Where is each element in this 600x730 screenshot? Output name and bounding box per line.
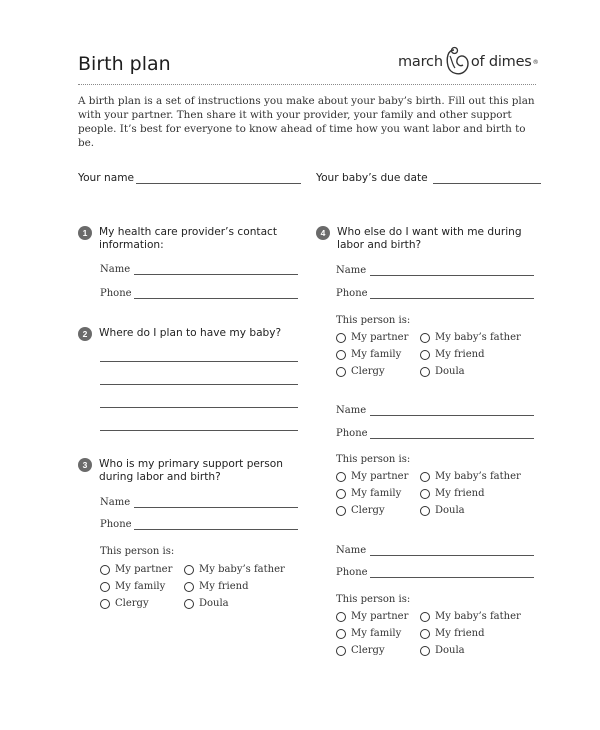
option-my-partner[interactable] [100,564,172,575]
option-babys-father[interactable] [184,564,285,575]
person-a-name-field [336,265,534,276]
radio-button[interactable] [420,333,430,343]
birth-location-line-4[interactable] [100,430,298,431]
option-label: My friend [435,628,485,639]
person-b-phone-input-line[interactable] [370,430,534,439]
this-person-is-label: This person is: [336,594,411,605]
birth-location-line-2[interactable] [100,384,298,385]
registered-mark: ® [532,58,539,66]
person-c-phone-input-line[interactable] [370,569,534,578]
radio-button[interactable] [184,565,194,575]
radio-button[interactable] [100,599,110,609]
person-b-name-field [336,405,534,416]
this-person-is-label: This person is: [100,546,175,557]
option-label: My partner [351,611,409,622]
radio-button[interactable] [100,582,110,592]
phone-label: Phone [336,567,368,578]
option-my-family[interactable] [336,628,401,639]
option-clergy[interactable] [336,366,385,377]
option-doula[interactable] [184,598,229,609]
support-name-field [100,497,298,508]
option-my-partner[interactable] [336,611,408,622]
question-2 [78,327,308,341]
option-doula[interactable] [420,366,465,377]
option-label: My partner [351,332,409,343]
question-3 [78,458,308,484]
option-label: My partner [115,564,173,575]
name-label: Name [336,405,367,416]
radio-button[interactable] [336,612,346,622]
person-c-name-field [336,545,534,556]
option-label: Doula [435,645,465,656]
march-of-dimes-logo [398,46,538,78]
due-date-field [316,172,541,184]
question-number-badge: 2 [78,327,92,341]
support-phone-input-line[interactable] [134,521,298,530]
option-label: My baby’s father [435,611,521,622]
radio-button[interactable] [100,565,110,575]
provider-name-field [100,264,298,275]
radio-button[interactable] [336,350,346,360]
option-label: Doula [435,505,465,516]
option-babys-father[interactable] [420,471,521,482]
logo-text-march: march [398,54,443,70]
name-label: Name [336,265,367,276]
header-divider [78,84,536,85]
logo-text-of-dimes: of dimes [470,54,532,70]
radio-button[interactable] [420,472,430,482]
your-name-input-line[interactable] [136,175,301,184]
your-name-label: Your name [78,172,135,184]
phone-label: Phone [336,288,368,299]
option-label: My family [351,488,402,499]
option-label: My family [351,349,402,360]
radio-button[interactable] [336,472,346,482]
option-label: Clergy [351,505,385,516]
person-a-phone-field [336,288,534,299]
intro-paragraph: A birth plan is a set of instructions you make about your baby’s birth. Fill out this plan with your partner. Then share it with your provider, your family and other support people. It’s best for everyone to know ahead of time how you want labor and birth to be. [78,95,535,149]
option-my-family[interactable] [100,581,165,592]
phone-label: Phone [100,519,132,530]
due-date-input-line[interactable] [433,175,541,184]
radio-button[interactable] [336,629,346,639]
option-clergy[interactable] [336,505,385,516]
question-text: Where do I plan to have my baby? [99,327,282,339]
birth-location-line-3[interactable] [100,407,298,408]
question-text: Who else do I want with me during labor and birth? [337,226,522,251]
radio-button[interactable] [336,367,346,377]
option-label: My baby’s father [199,564,285,575]
name-label: Name [100,497,131,508]
option-label: Clergy [351,366,385,377]
question-number-badge: 3 [78,458,92,472]
person-b-phone-field [336,428,534,439]
provider-phone-input-line[interactable] [134,290,298,299]
option-babys-father[interactable] [420,611,521,622]
option-clergy[interactable] [336,645,385,656]
option-label: My friend [435,349,485,360]
option-label: My partner [351,471,409,482]
this-person-is-label: This person is: [336,454,411,465]
option-label: My family [115,581,166,592]
radio-button[interactable] [184,582,194,592]
page-title: Birth plan [78,53,171,75]
option-my-partner[interactable] [336,471,408,482]
option-my-family[interactable] [336,349,401,360]
radio-button[interactable] [420,489,430,499]
option-my-family[interactable] [336,488,401,499]
option-label: My family [351,628,402,639]
option-doula[interactable] [420,645,465,656]
person-c-phone-field [336,567,534,578]
question-4 [316,226,541,252]
option-my-friend[interactable] [420,349,485,360]
radio-button[interactable] [184,599,194,609]
person-a-name-input-line[interactable] [370,267,534,276]
option-label: Doula [199,598,229,609]
person-b-name-input-line[interactable] [370,407,534,416]
option-label: My friend [199,581,249,592]
name-label: Name [336,545,367,556]
radio-button[interactable] [420,350,430,360]
option-my-partner[interactable] [336,332,408,343]
person-a-phone-input-line[interactable] [370,290,534,299]
phone-label: Phone [100,288,132,299]
option-babys-father[interactable] [420,332,521,343]
option-my-friend[interactable] [420,628,485,639]
question-1 [78,226,308,252]
radio-button[interactable] [420,367,430,377]
question-number-badge: 4 [316,226,330,240]
question-text: Who is my primary support person during labor and birth? [99,458,284,483]
option-label: Clergy [115,598,149,609]
phone-label: Phone [336,428,368,439]
radio-button[interactable] [420,646,430,656]
option-my-friend[interactable] [420,488,485,499]
radio-button[interactable] [420,506,430,516]
question-number-badge: 1 [78,226,92,240]
radio-button[interactable] [336,646,346,656]
support-name-input-line[interactable] [134,499,298,508]
radio-button[interactable] [336,506,346,516]
question-text: My health care provider’s contact information: [99,226,278,251]
option-label: Doula [435,366,465,377]
option-label: My friend [435,488,485,499]
option-label: My baby’s father [435,471,521,482]
name-label: Name [100,264,131,275]
option-clergy[interactable] [100,598,149,609]
option-doula[interactable] [420,505,465,516]
due-date-label: Your baby’s due date [316,172,428,184]
person-c-name-input-line[interactable] [370,547,534,556]
this-person-is-label: This person is: [336,315,411,326]
option-label: Clergy [351,645,385,656]
radio-button[interactable] [336,489,346,499]
option-label: My baby’s father [435,332,521,343]
your-name-field [78,172,301,184]
provider-name-input-line[interactable] [134,266,298,275]
radio-button[interactable] [336,333,346,343]
provider-phone-field [100,288,298,299]
option-my-friend[interactable] [184,581,249,592]
radio-button[interactable] [420,612,430,622]
support-phone-field [100,519,298,530]
birth-location-line-1[interactable] [100,361,298,362]
radio-button[interactable] [420,629,430,639]
mother-baby-icon [444,46,470,78]
